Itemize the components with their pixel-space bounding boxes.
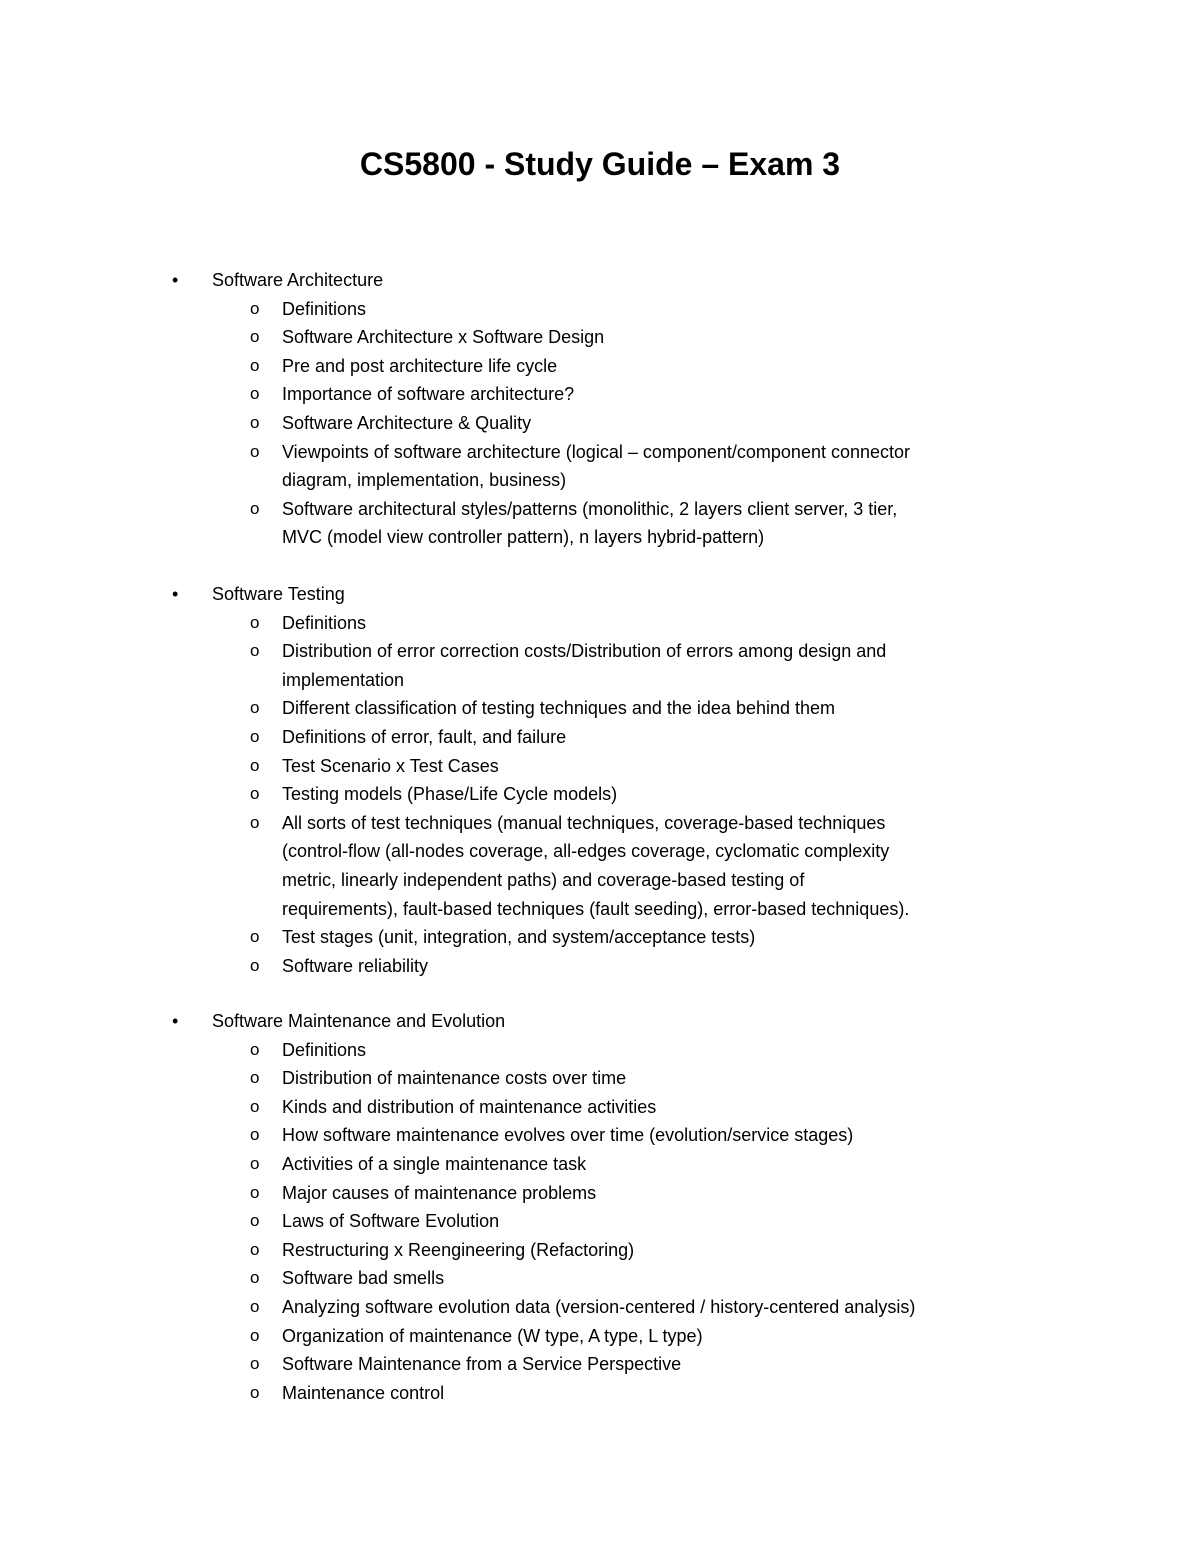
- circle-bullet-icon: o: [250, 927, 260, 947]
- circle-bullet-icon: o: [250, 698, 260, 718]
- list-item-text: Different classification of testing techniques and the idea behind them: [282, 698, 836, 719]
- circle-bullet-icon: o: [250, 812, 260, 832]
- list-item: [172, 1322, 922, 1351]
- list-item-text: Software Architecture x Software Design: [282, 327, 605, 348]
- section-heading: [172, 580, 1072, 609]
- section-heading: [172, 266, 1072, 295]
- list-item: [172, 780, 922, 809]
- list-item: [172, 352, 922, 381]
- list-item-text: How software maintenance evolves over time (evolution/service stages): [282, 1125, 854, 1146]
- list-item: [172, 1150, 922, 1179]
- circle-bullet-icon: o: [250, 1182, 260, 1202]
- section-label: Software Testing: [212, 584, 345, 604]
- list-item: [172, 1121, 922, 1150]
- list-item: [172, 1264, 922, 1293]
- list-item: [172, 295, 922, 324]
- circle-bullet-icon: o: [250, 1268, 260, 1288]
- list-item: [172, 1207, 922, 1236]
- topic-list: [172, 1036, 1072, 1408]
- circle-bullet-icon: o: [250, 384, 260, 404]
- list-item-text: Organization of maintenance (W type, A type, L type): [282, 1325, 703, 1346]
- list-item-text: Importance of software architecture?: [282, 384, 575, 405]
- topic-list: [172, 295, 1072, 552]
- circle-bullet-icon: o: [250, 355, 260, 375]
- list-item-text: Software Architecture & Quality: [282, 412, 532, 433]
- list-item-text: Definitions: [282, 612, 367, 633]
- list-item-text: Definitions: [282, 1039, 367, 1060]
- list-item: [172, 1236, 922, 1265]
- list-item-text: Activities of a single maintenance task: [282, 1153, 587, 1174]
- circle-bullet-icon: o: [250, 327, 260, 347]
- section-heading: [172, 1007, 1072, 1036]
- list-item-text: Definitions of error, fault, and failure: [282, 726, 567, 747]
- list-item-text: Viewpoints of software architecture (logical – component/component connector diagram, implementation, business): [282, 441, 911, 491]
- circle-bullet-icon: o: [250, 1153, 260, 1173]
- list-item: [172, 380, 922, 409]
- circle-bullet-icon: o: [250, 1211, 260, 1231]
- list-item-text: Kinds and distribution of maintenance activities: [282, 1096, 657, 1117]
- list-item-text: Restructuring x Reengineering (Refactoring): [282, 1239, 635, 1260]
- circle-bullet-icon: o: [250, 784, 260, 804]
- topic-list: [172, 609, 1072, 981]
- list-item-text: Definitions: [282, 298, 367, 319]
- circle-bullet-icon: o: [250, 641, 260, 661]
- list-item: [172, 752, 922, 781]
- circle-bullet-icon: o: [250, 1296, 260, 1316]
- section-software-architecture: [172, 266, 1072, 552]
- list-item-text: Laws of Software Evolution: [282, 1211, 500, 1232]
- list-item: [172, 1379, 922, 1408]
- list-item-text: All sorts of test techniques (manual techniques, coverage-based techniques (control-flow (all-nodes coverage, all-edges coverage, cyclomatic complexity metric, linearly independent paths) and coverage-based testing of requirements), fault-based techniques (fault seeding), error-based techniques).: [282, 812, 910, 919]
- list-item-text: Maintenance control: [282, 1382, 445, 1403]
- circle-bullet-icon: o: [250, 955, 260, 975]
- list-item-text: Distribution of error correction costs/Distribution of errors among design and implementation: [282, 641, 887, 690]
- section-software-testing: [172, 580, 1072, 980]
- circle-bullet-icon: o: [250, 1125, 260, 1145]
- list-item-text: Major causes of maintenance problems: [282, 1182, 597, 1203]
- list-item: [172, 323, 922, 352]
- circle-bullet-icon: o: [250, 441, 260, 461]
- circle-bullet-icon: o: [250, 1382, 260, 1402]
- circle-bullet-icon: o: [250, 498, 260, 518]
- circle-bullet-icon: o: [250, 1039, 260, 1059]
- list-item-text: Software Maintenance from a Service Perspective: [282, 1354, 682, 1375]
- list-item-text: Test stages (unit, integration, and system/acceptance tests): [282, 927, 756, 948]
- list-item-text: Distribution of maintenance costs over time: [282, 1068, 627, 1089]
- list-item-text: Test Scenario x Test Cases: [282, 755, 499, 776]
- list-item: [172, 952, 922, 981]
- list-item: [172, 723, 922, 752]
- circle-bullet-icon: o: [250, 298, 260, 318]
- circle-bullet-icon: o: [250, 1068, 260, 1088]
- list-item: [172, 409, 922, 438]
- section-label: Software Maintenance and Evolution: [212, 1011, 506, 1031]
- section-software-maintenance: [172, 1007, 1072, 1407]
- list-item: [172, 1179, 922, 1208]
- bullet-icon: •: [172, 270, 179, 290]
- list-item: [172, 1036, 922, 1065]
- list-item: [172, 438, 922, 495]
- list-item-text: Software reliability: [282, 955, 429, 976]
- circle-bullet-icon: o: [250, 755, 260, 775]
- list-item-text: Testing models (Phase/Life Cycle models): [282, 784, 618, 805]
- list-item: [172, 609, 922, 638]
- circle-bullet-icon: o: [250, 1239, 260, 1259]
- list-item-text: Software architectural styles/patterns (monolithic, 2 layers client server, 3 tier, MVC (model view controller pattern), n layers hybrid-pattern): [282, 498, 898, 548]
- list-item: [172, 637, 922, 694]
- circle-bullet-icon: o: [250, 1354, 260, 1374]
- list-item: [172, 495, 922, 552]
- list-item: [172, 809, 922, 923]
- list-item: [172, 1350, 922, 1379]
- list-item: [172, 1093, 922, 1122]
- list-item: [172, 923, 922, 952]
- bullet-icon: •: [172, 1011, 179, 1031]
- list-item: [172, 694, 922, 723]
- section-label: Software Architecture: [212, 270, 384, 290]
- bullet-icon: •: [172, 584, 179, 604]
- list-item: [172, 1293, 922, 1322]
- document-title: CS5800 - Study Guide – Exam 3: [359, 146, 841, 182]
- circle-bullet-icon: o: [250, 1325, 260, 1345]
- circle-bullet-icon: o: [250, 726, 260, 746]
- list-item-text: Analyzing software evolution data (version-centered / history-centered analysis): [282, 1296, 916, 1317]
- list-item-text: Pre and post architecture life cycle: [282, 355, 558, 376]
- list-item: [172, 1064, 922, 1093]
- list-item-text: Software bad smells: [282, 1268, 445, 1289]
- circle-bullet-icon: o: [250, 612, 260, 632]
- circle-bullet-icon: o: [250, 1096, 260, 1116]
- circle-bullet-icon: o: [250, 412, 260, 432]
